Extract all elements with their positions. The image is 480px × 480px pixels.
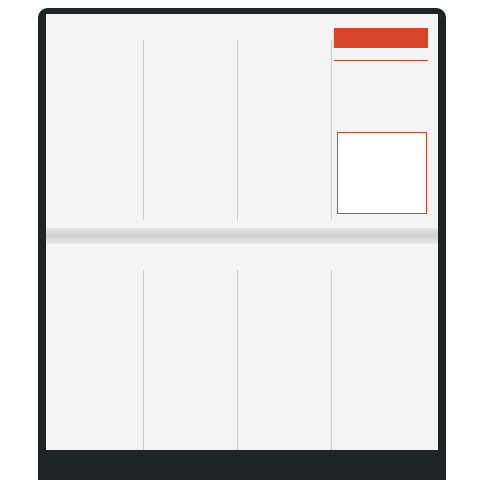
- column-divider: [143, 270, 144, 450]
- month-rule: [334, 60, 428, 61]
- page-fold: [46, 228, 438, 244]
- month-overview: [334, 28, 430, 216]
- column-divider: [331, 270, 332, 450]
- notes-box[interactable]: [337, 132, 427, 214]
- column-divider: [143, 40, 144, 220]
- bottom-page: [46, 244, 438, 450]
- top-page: [46, 14, 438, 228]
- column-divider: [237, 40, 238, 220]
- column-divider: [331, 40, 332, 220]
- column-divider: [237, 270, 238, 450]
- month-banner: [334, 28, 428, 48]
